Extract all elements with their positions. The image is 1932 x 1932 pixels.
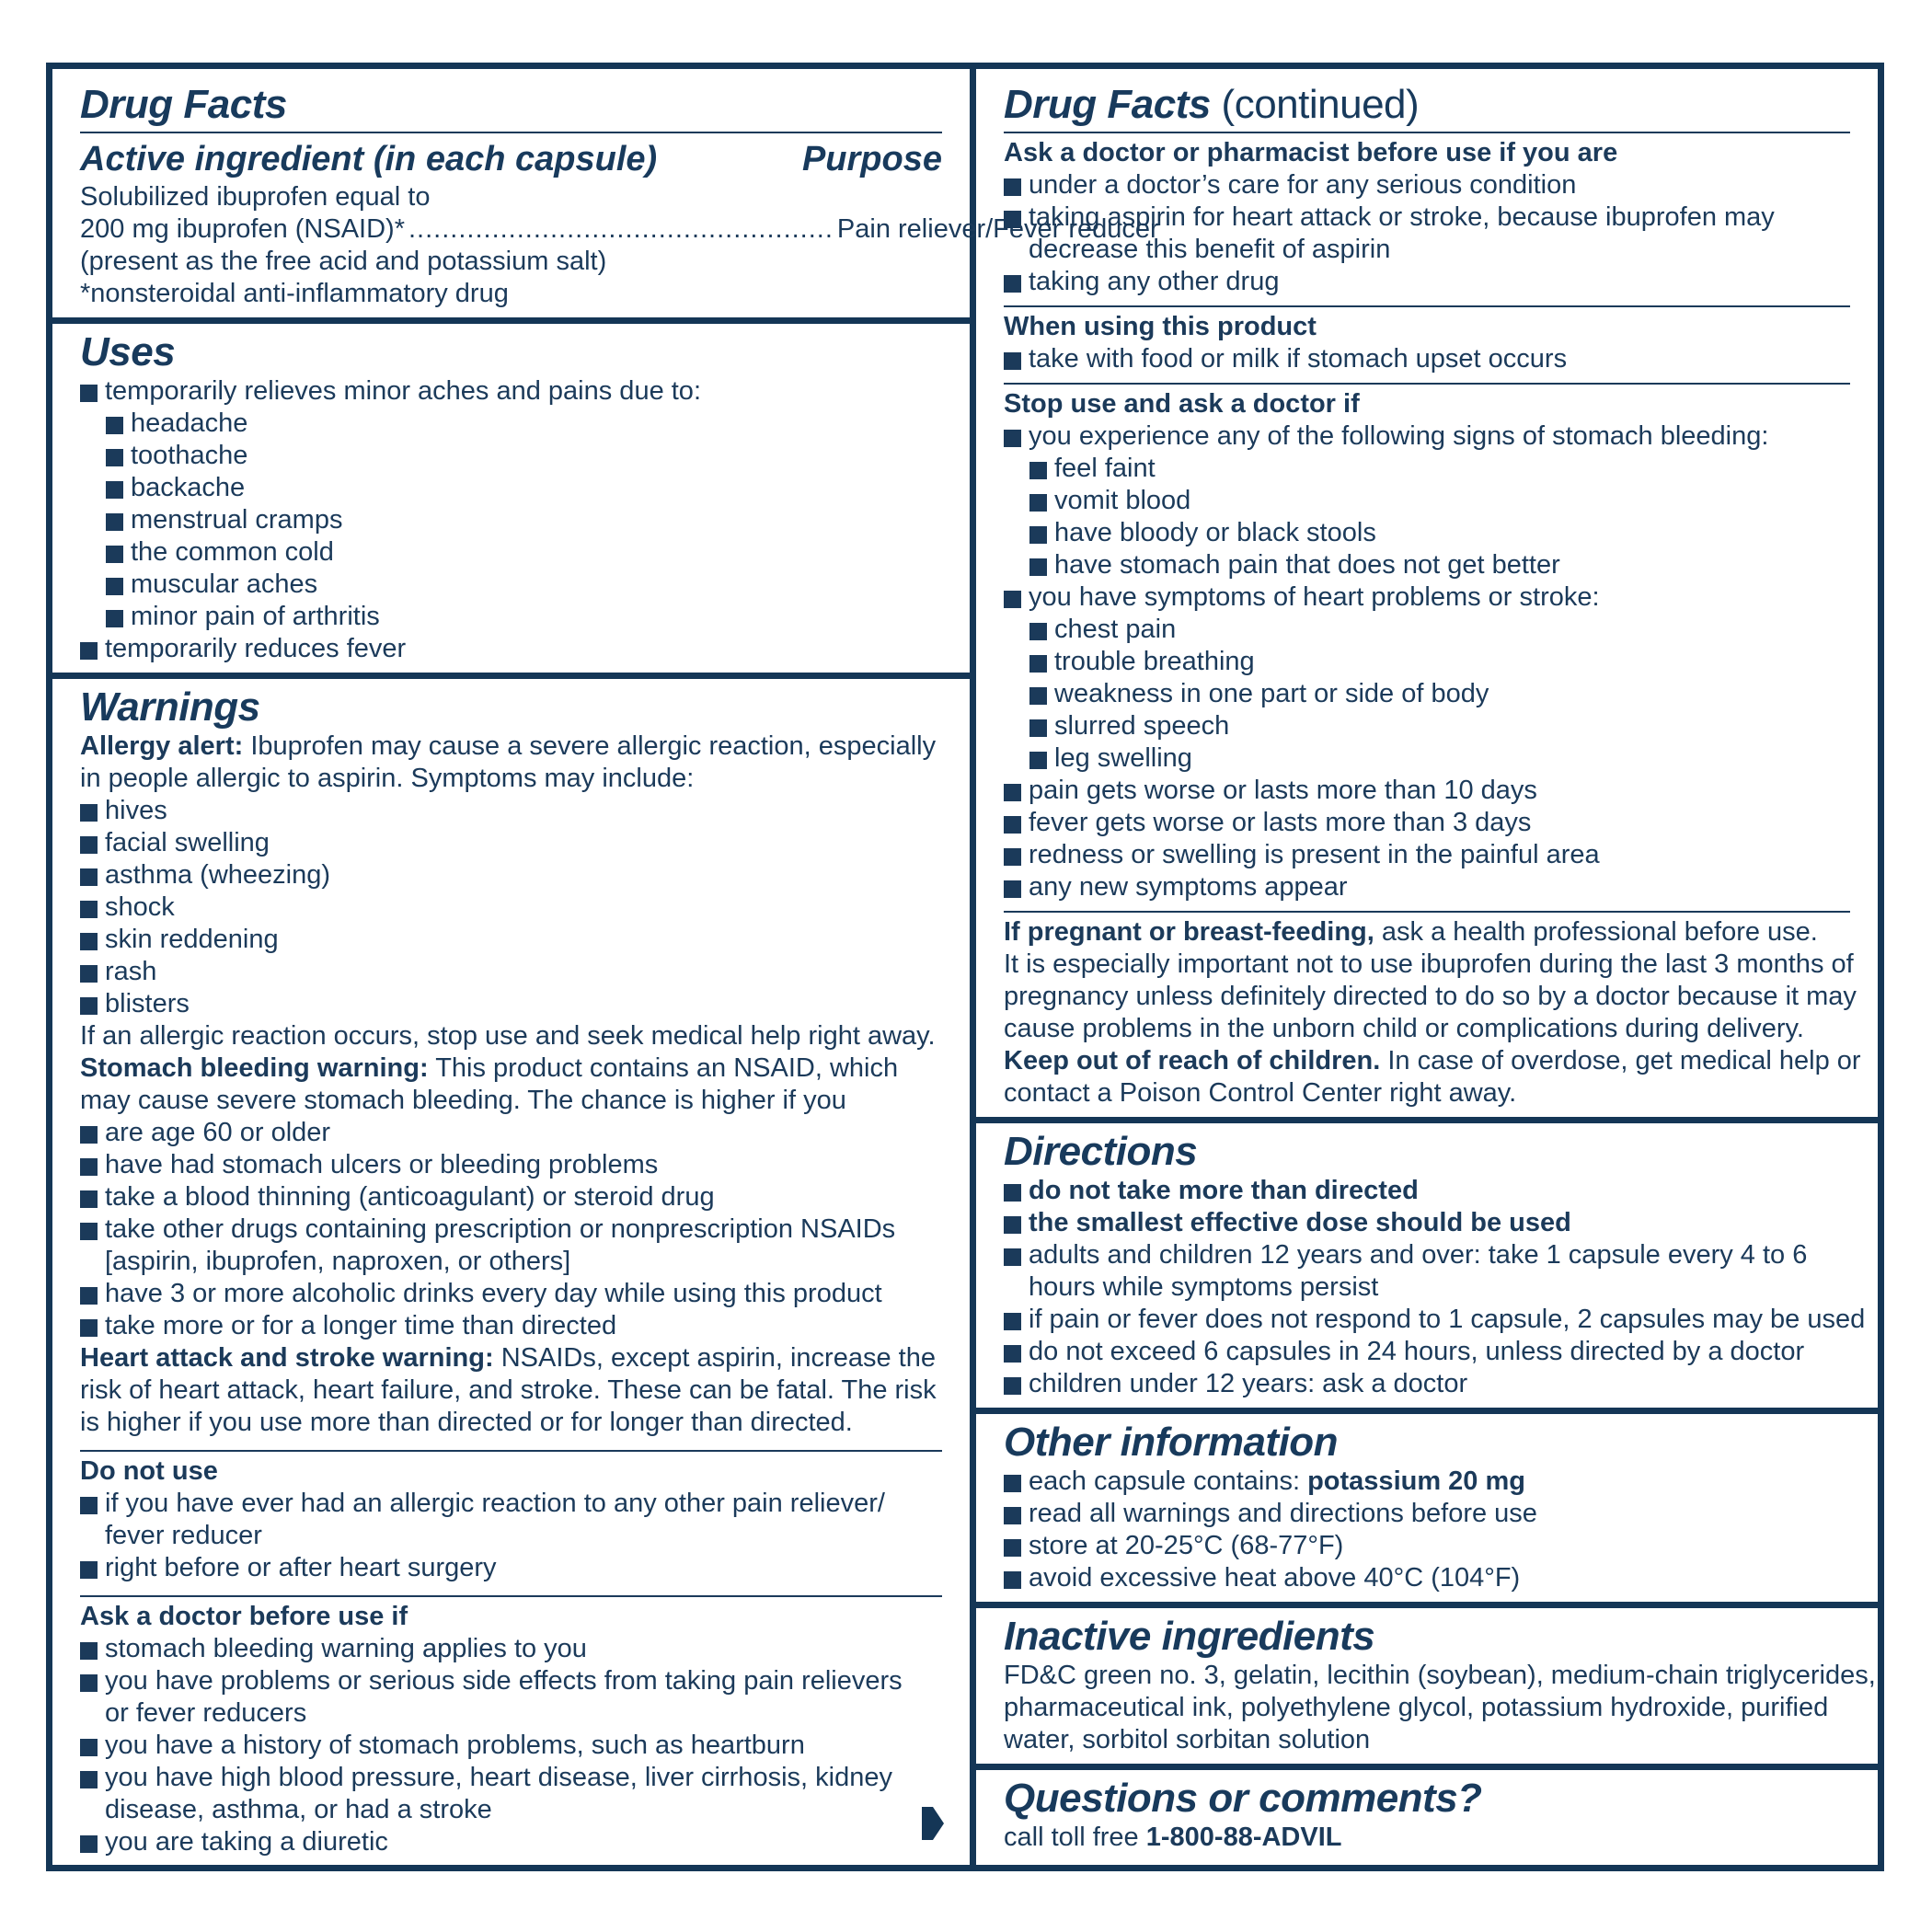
list-item: each capsule contains: potassium 20 mg: [1004, 1466, 1850, 1498]
ask-pharmacist-list: [1004, 169, 1795, 298]
section-divider: [976, 1117, 1878, 1123]
other-info-list: [1004, 1498, 1850, 1594]
purpose-heading: Purpose: [801, 140, 942, 178]
list-item: weakness in one part or side of body: [1004, 678, 1850, 710]
list-item: take a blood thinning (anticoagulant) or steroid drug: [80, 1181, 908, 1213]
list-item: if pain or fever does not respond to 1 capsule, 2 capsules may be used: [1004, 1304, 1878, 1336]
bullet-square-icon: [1004, 1175, 1029, 1207]
bullet-square-icon: [80, 891, 105, 924]
allergy-symptom-list: [80, 795, 942, 1020]
bullet-square-icon: [80, 956, 105, 988]
active-ingredient-name: 200 mg ibuprofen (NSAID)*: [80, 214, 405, 244]
uses-heading: Uses: [80, 329, 176, 374]
bullet-square-icon: [1029, 485, 1054, 517]
list-item: taking aspirin for heart attack or stroke, because ibuprofen may decrease this benefit of aspirin: [1004, 201, 1795, 266]
list-item: hives: [80, 795, 942, 827]
bullet-square-icon: [106, 472, 131, 504]
allergy-after: If an allergic reaction occurs, stop use and seek medical help right away.: [80, 1021, 936, 1051]
heart-warning-line-1: Heart attack and stroke warning: NSAIDs, except aspirin, increase the: [80, 1343, 936, 1373]
bullet-square-icon: [1004, 1304, 1029, 1336]
bullet-square-icon: [1029, 453, 1054, 485]
list-item: you have problems or serious side effects from taking pain relievers or fever reducers: [80, 1665, 922, 1730]
list-item: take with food or milk if stomach upset occurs: [1004, 343, 1850, 375]
rule: [1004, 911, 1850, 913]
list-item: rash: [80, 956, 942, 988]
bullet-square-icon: [80, 988, 105, 1020]
list-item: do not exceed 6 capsules in 24 hours, unless directed by a doctor: [1004, 1336, 1878, 1368]
inactive-line-3: water, sorbitol sorbitan solution: [1004, 1725, 1371, 1754]
list-item: trouble breathing: [1004, 646, 1850, 678]
active-line-4: *nonsteroidal anti-inflammatory drug: [80, 279, 509, 308]
active-purpose: Pain reliever/Fever reducer: [836, 214, 1159, 244]
bullet-square-icon: [80, 1633, 105, 1665]
bullet-square-icon: [80, 924, 105, 956]
list-item: you have high blood pressure, heart disease, liver cirrhosis, kidney disease, asthma, or had a stroke: [80, 1762, 922, 1826]
list-item: avoid excessive heat above 40°C (104°F): [1004, 1562, 1850, 1594]
stop-use-heading: Stop use and ask a doctor if: [1004, 389, 1360, 419]
heart-warning-line-3: is higher if you use more than directed or for longer than directed.: [80, 1408, 853, 1437]
allergy-alert-line-2: in people allergic to aspirin. Symptoms may include:: [80, 764, 695, 793]
bullet-square-icon: [1004, 169, 1029, 201]
when-using-heading: When using this product: [1004, 312, 1317, 341]
list-item: chest pain: [1004, 614, 1850, 646]
bullet-square-icon: [1004, 807, 1029, 839]
bullet-square-icon: [80, 859, 105, 891]
drug-facts-continued-title: Drug Facts (continued): [1004, 82, 1420, 127]
bullet-square-icon: [80, 375, 105, 408]
inactive-line-1: FD&C green no. 3, gelatin, lecithin (soybean), medium-chain triglycerides,: [1004, 1661, 1876, 1690]
list-item: have had stomach ulcers or bleeding problems: [80, 1149, 908, 1181]
stomach-warning-line-1: Stomach bleeding warning: This product contains an NSAID, which: [80, 1053, 899, 1083]
list-item: any new symptoms appear: [1004, 871, 1850, 903]
list-item: shock: [80, 891, 942, 924]
bullet-square-icon: [80, 827, 105, 859]
drug-facts-title: Drug Facts: [80, 82, 287, 127]
section-divider: [52, 673, 970, 679]
list-item: muscular aches: [80, 569, 942, 601]
rule: [80, 1595, 942, 1597]
bullet-square-icon: [1004, 1530, 1029, 1562]
questions-heading: Questions or comments?: [1004, 1776, 1482, 1821]
allergy-alert-line-1: Allergy alert: Ibuprofen may cause a severe allergic reaction, especially: [80, 731, 937, 761]
stomach-bleeding-signs-list: [1004, 453, 1850, 581]
rule: [80, 132, 942, 133]
list-item: redness or swelling is present in the painful area: [1004, 839, 1850, 871]
active-ingredient-heading-row: [80, 137, 942, 181]
bullet-square-icon: [1004, 1498, 1029, 1530]
list-item: if you have ever had an allergic reaction to any other pain reliever/ fever reducer: [80, 1488, 890, 1552]
bullet-square-icon: [80, 1826, 105, 1858]
bullet-square-icon: [1004, 839, 1029, 871]
active-ingredient-heading: Active ingredient (in each capsule): [80, 140, 658, 178]
continued-panel: [976, 69, 1878, 1117]
ask-pharmacist-heading: Ask a doctor or pharmacist before use if you are: [1004, 138, 1618, 167]
bullet-square-icon: [106, 601, 131, 633]
list-item: stomach bleeding warning applies to you: [80, 1633, 922, 1665]
bullet-square-icon: [1029, 742, 1054, 775]
list-item: taking any other drug: [1004, 266, 1795, 298]
toll-free-line: call toll free 1-800-88-ADVIL: [1004, 1823, 1342, 1852]
bullet-square-icon: [106, 536, 131, 569]
stomach-risk-list: [80, 1117, 908, 1342]
bullet-square-icon: [1004, 871, 1029, 903]
list-item: right before or after heart surgery: [80, 1552, 890, 1584]
arrow-right-icon: [922, 1807, 944, 1840]
stomach-warning-line-2: may cause severe stomach bleeding. The chance is higher if you: [80, 1086, 846, 1115]
rule: [80, 1450, 942, 1452]
do-not-use-list: [80, 1488, 890, 1584]
bullet-square-icon: [80, 1149, 105, 1181]
bullet-square-icon: [1004, 343, 1029, 375]
list-item: take more or for a longer time than directed: [80, 1310, 908, 1342]
heart-warning-line-2: risk of heart attack, heart failure, and stroke. These can be fatal. The risk: [80, 1375, 937, 1405]
list-item: backache: [80, 472, 942, 504]
active-line-1: Solubilized ibuprofen equal to: [80, 182, 431, 212]
bullet-square-icon: [1029, 710, 1054, 742]
section-divider: [976, 1408, 1878, 1414]
active-line-3: (present as the free acid and potassium salt): [80, 247, 607, 276]
bullet-square-icon: [106, 569, 131, 601]
pregnant-line-2: It is especially important not to use ibuprofen during the last 3 months of: [1004, 949, 1854, 979]
list-item: adults and children 12 years and over: take 1 capsule every 4 to 6 hours while symptoms persist: [1004, 1239, 1878, 1304]
list-item: children under 12 years: ask a doctor: [1004, 1368, 1878, 1400]
questions-panel: [976, 1770, 1878, 1865]
bullet-square-icon: [80, 1762, 105, 1826]
list-item: feel faint: [1004, 453, 1850, 485]
keep-out-line-2: contact a Poison Control Center right away.: [1004, 1078, 1517, 1108]
pregnant-line-1: If pregnant or breast-feeding, ask a health professional before use.: [1004, 917, 1818, 947]
bullet-square-icon: [80, 633, 105, 665]
list-item: menstrual cramps: [80, 504, 942, 536]
rule: [1004, 132, 1850, 133]
active-line-2: [80, 213, 1159, 246]
stop-use-list: [1004, 775, 1850, 903]
bullet-square-icon: [80, 1117, 105, 1149]
list-item: you have symptoms of heart problems or stroke:: [1004, 581, 1850, 614]
list-item: asthma (wheezing): [80, 859, 942, 891]
directions-panel: [976, 1123, 1878, 1408]
list-item: take other drugs containing prescription or nonprescription NSAIDs [aspirin, ibuprofen, naproxen, or others]: [80, 1213, 908, 1278]
list-item: toothache: [80, 440, 942, 472]
bullet-square-icon: [1004, 1336, 1029, 1368]
bullet-square-icon: [80, 1665, 105, 1730]
list-item: temporarily relieves minor aches and pains due to:: [80, 375, 942, 408]
list-item: facial swelling: [80, 827, 942, 859]
bullet-square-icon: [80, 1181, 105, 1213]
list-item: under a doctor’s care for any serious condition: [1004, 169, 1795, 201]
section-divider: [52, 317, 970, 324]
right-column: [976, 69, 1878, 1865]
bullet-square-icon: [1029, 678, 1054, 710]
keep-out-line-1: Keep out of reach of children. In case of overdose, get medical help or: [1004, 1046, 1861, 1075]
list-item: have stomach pain that does not get better: [1004, 549, 1850, 581]
bullet-square-icon: [80, 1310, 105, 1342]
bullet-square-icon: [1004, 420, 1029, 453]
inactive-panel: [976, 1608, 1878, 1764]
section-divider: [976, 1764, 1878, 1770]
list-item: you have a history of stomach problems, such as heartburn: [80, 1730, 922, 1762]
list-item: pain gets worse or lasts more than 10 days: [1004, 775, 1850, 807]
bullet-square-icon: [80, 1278, 105, 1310]
bullet-square-icon: [1004, 775, 1029, 807]
phone-number: 1-800-88-ADVIL: [1145, 1823, 1342, 1852]
column-divider: [970, 69, 976, 1865]
list-item: slurred speech: [1004, 710, 1850, 742]
list-item: you experience any of the following signs of stomach bleeding:: [1004, 420, 1850, 453]
directions-bold-list: [1004, 1175, 1850, 1239]
other-info-panel: [976, 1414, 1878, 1602]
list-item: do not take more than directed: [1004, 1175, 1850, 1207]
list-item: the common cold: [80, 536, 942, 569]
uses-sublist: [80, 408, 942, 633]
bullet-square-icon: [106, 504, 131, 536]
list-item: skin reddening: [80, 924, 942, 956]
bullet-square-icon: [1029, 614, 1054, 646]
pregnant-line-4: cause problems in the unborn child or complications during delivery.: [1004, 1014, 1804, 1043]
warnings-panel: [52, 679, 970, 1866]
list-item: minor pain of arthritis: [80, 601, 942, 633]
drug-facts-label: [46, 63, 1884, 1871]
warnings-heading: Warnings: [80, 684, 260, 730]
uses-panel: [52, 324, 970, 673]
list-item: read all warnings and directions before use: [1004, 1498, 1850, 1530]
list-item: have 3 or more alcoholic drinks every day while using this product: [80, 1278, 908, 1310]
section-divider: [976, 1602, 1878, 1608]
directions-list: [1004, 1239, 1878, 1400]
bullet-square-icon: [1004, 1562, 1029, 1594]
pregnant-line-3: pregnancy unless definitely directed to do so by a doctor because it may: [1004, 982, 1857, 1011]
list-item: blisters: [80, 988, 942, 1020]
directions-heading: Directions: [1004, 1129, 1198, 1174]
rule: [1004, 383, 1850, 385]
ask-doctor-list: [80, 1633, 922, 1858]
do-not-use-heading: Do not use: [80, 1456, 218, 1486]
list-item: store at 20-25°C (68-77°F): [1004, 1530, 1850, 1562]
bullet-square-icon: [80, 795, 105, 827]
list-item: temporarily reduces fever: [80, 633, 942, 665]
bullet-square-icon: [1029, 517, 1054, 549]
other-info-heading: Other information: [1004, 1420, 1339, 1465]
ask-doctor-heading: Ask a doctor before use if: [80, 1602, 408, 1631]
list-item: headache: [80, 408, 942, 440]
bullet-square-icon: [1004, 1207, 1029, 1239]
bullet-square-icon: [106, 440, 131, 472]
when-using-list: [1004, 343, 1850, 375]
rule: [1004, 305, 1850, 307]
bullet-square-icon: [80, 1213, 105, 1278]
bullet-square-icon: [80, 1730, 105, 1762]
bullet-square-icon: [1004, 266, 1029, 298]
bullet-square-icon: [1004, 1239, 1029, 1304]
list-item: are age 60 or older: [80, 1117, 908, 1149]
list-item: the smallest effective dose should be used: [1004, 1207, 1850, 1239]
bullet-square-icon: [1004, 1368, 1029, 1400]
bullet-square-icon: [1029, 549, 1054, 581]
bullet-square-icon: [106, 408, 131, 440]
bullet-square-icon: [1004, 581, 1029, 614]
list-item: leg swelling: [1004, 742, 1850, 775]
leader-dots: ...................................................: [408, 214, 834, 244]
bullet-square-icon: [1004, 201, 1029, 266]
heart-problem-signs-list: [1004, 614, 1850, 775]
list-item: vomit blood: [1004, 485, 1850, 517]
bullet-square-icon: [80, 1552, 105, 1584]
bullet-square-icon: [80, 1488, 105, 1552]
inactive-heading: Inactive ingredients: [1004, 1614, 1375, 1659]
bullet-square-icon: [1029, 646, 1054, 678]
list-item: fever gets worse or lasts more than 3 days: [1004, 807, 1850, 839]
bullet-square-icon: [1004, 1466, 1029, 1498]
inactive-line-2: pharmaceutical ink, polyethylene glycol, potassium hydroxide, purified: [1004, 1693, 1829, 1722]
list-item: have bloody or black stools: [1004, 517, 1850, 549]
list-item: you are taking a diuretic: [80, 1826, 922, 1858]
